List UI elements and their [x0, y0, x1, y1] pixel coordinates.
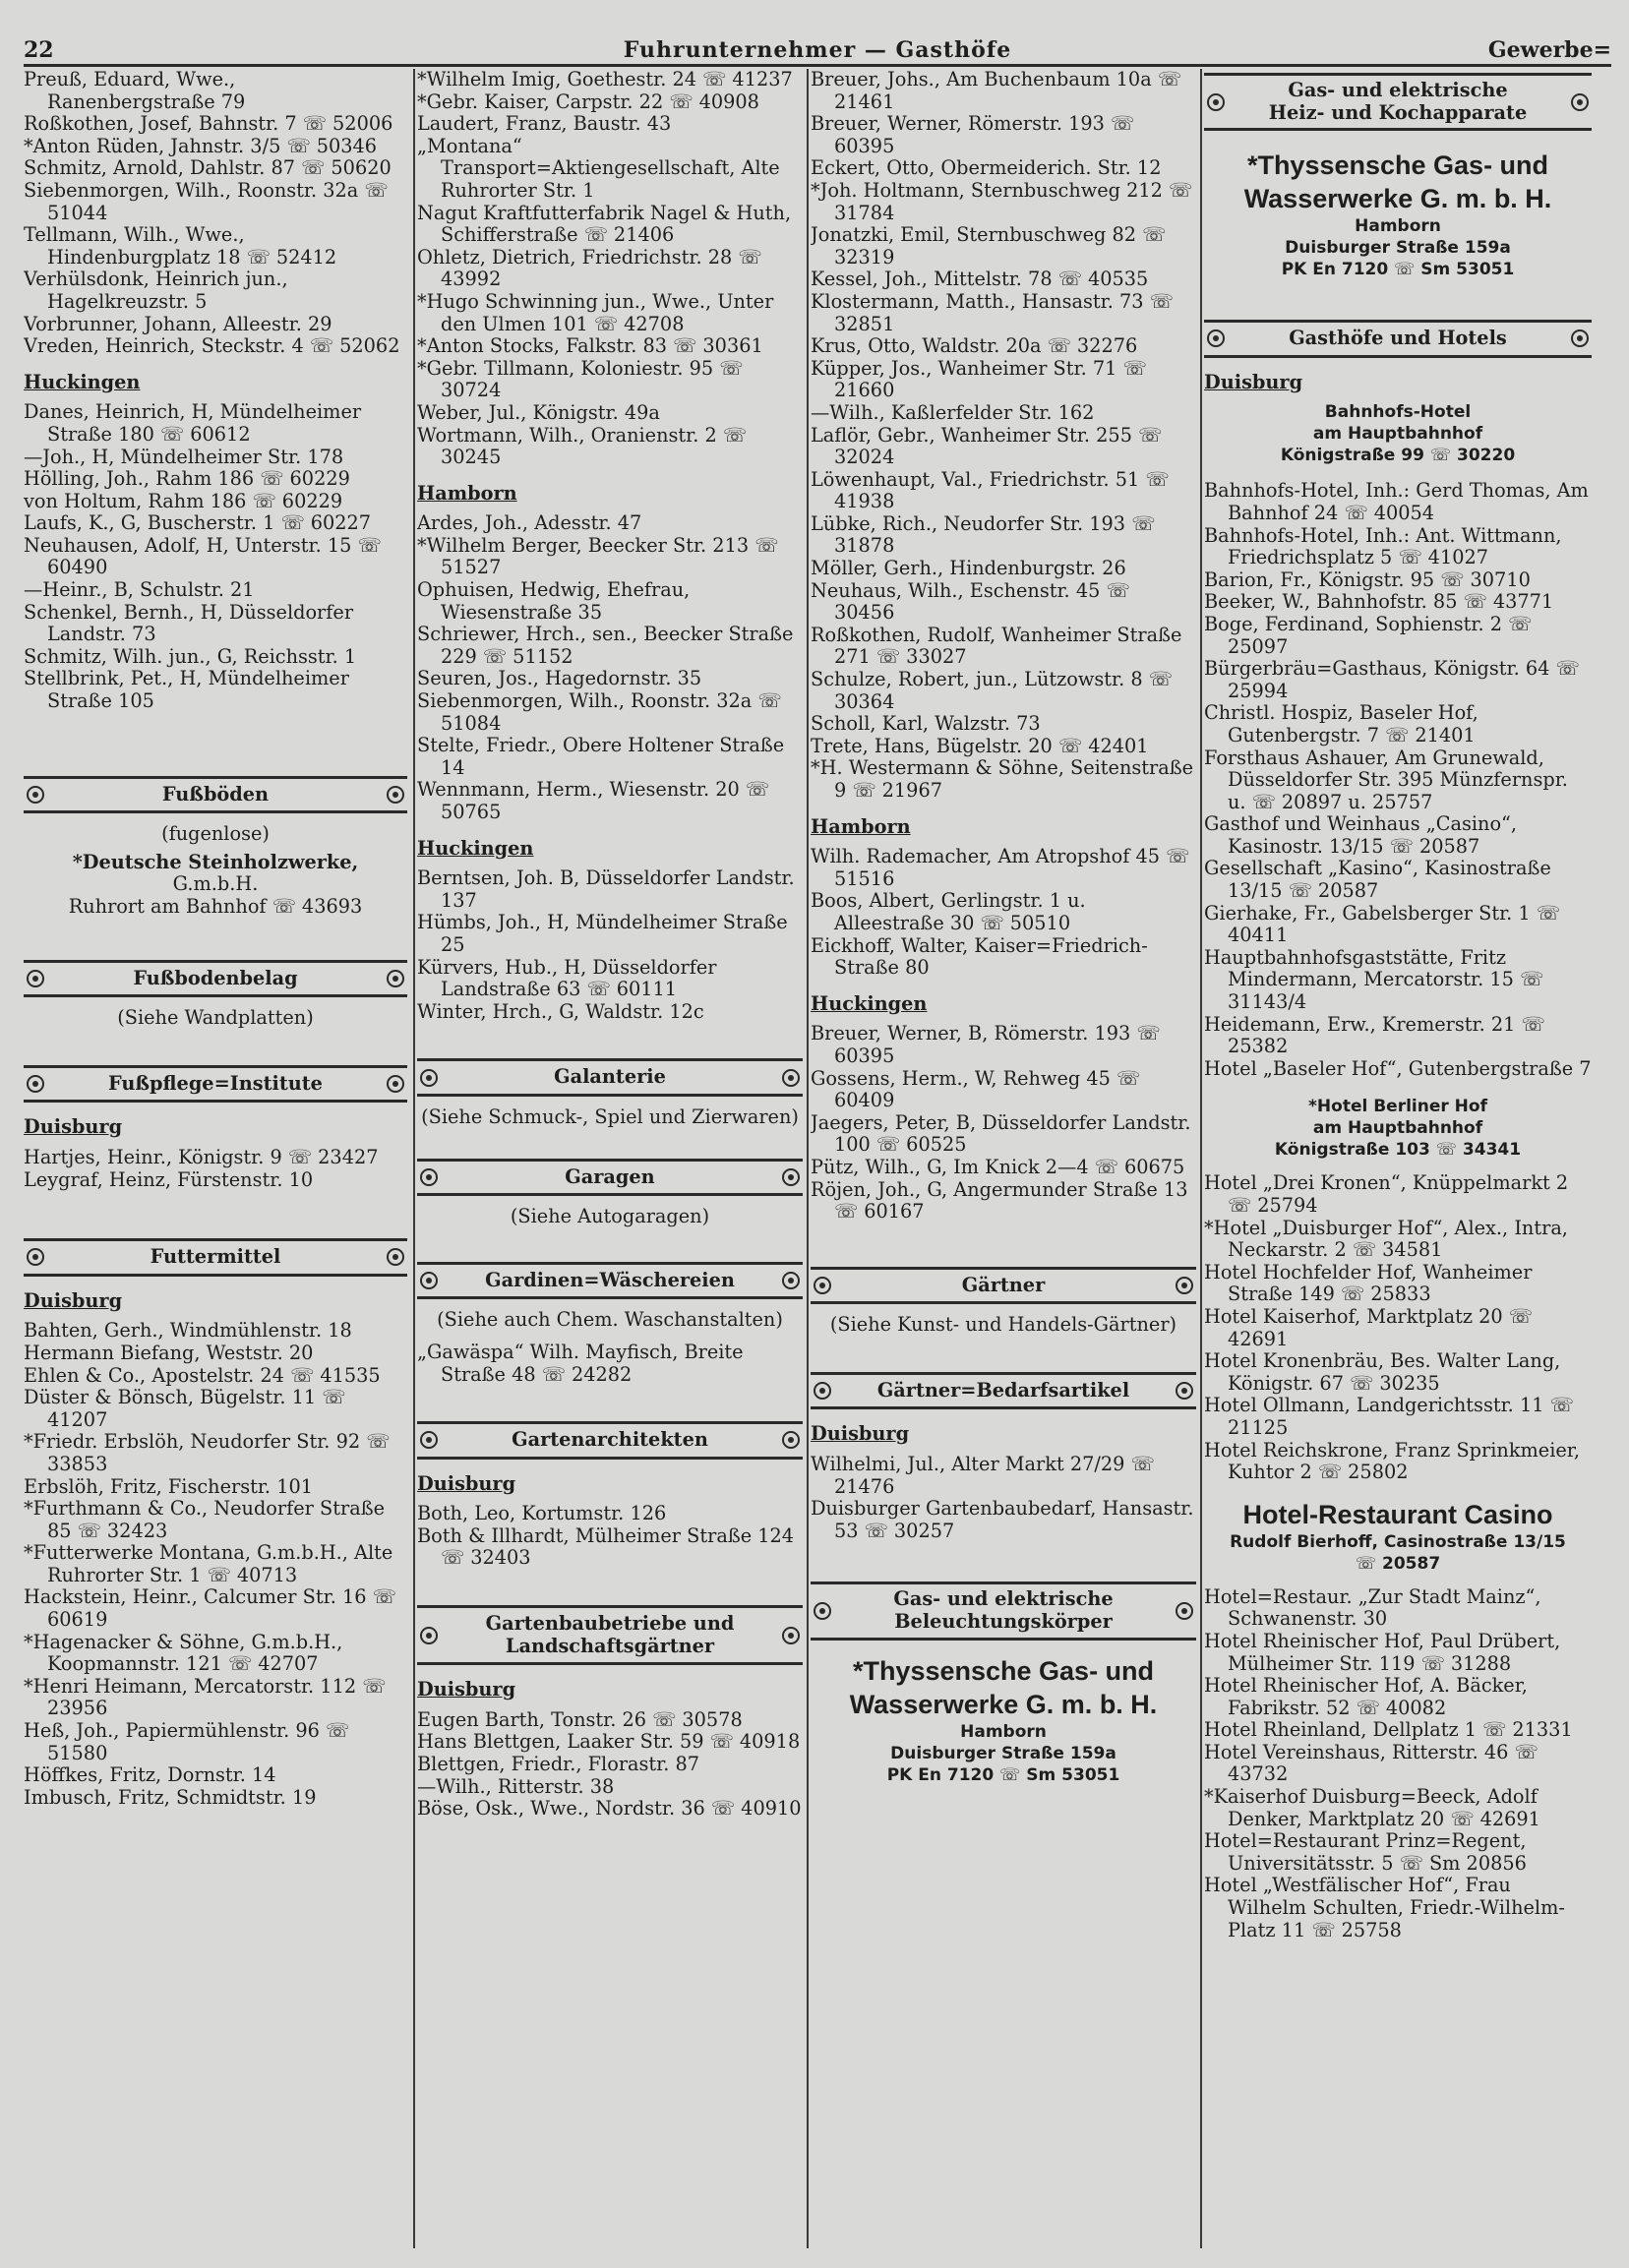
- list-entry: Schriewer, Hrch., sen., Beecker Straße 229 ☏ 51152: [417, 623, 794, 668]
- section-title: Gardinen=Wäschereien: [485, 1268, 735, 1291]
- ad-location: am Hauptbahnhof: [1312, 424, 1483, 445]
- list-entry: Hackstein, Heinr., Calcumer Str. 16 ☏ 60619: [24, 1585, 396, 1632]
- list-entry: Gesellschaft „Kasino“, Kasinostraße 13/15 ☏ 20587: [1204, 857, 1551, 903]
- list-entry: Laudert, Franz, Baustr. 43: [417, 112, 672, 136]
- running-title: Fuhrunternehmer — Gasthöfe: [623, 37, 1012, 63]
- list-entry: Neuhaus, Wilh., Eschenstr. 45 ☏ 30456: [811, 578, 1130, 625]
- list-entry: *Wilhelm Berger, Beecker Str. 213 ☏ 51527: [417, 533, 779, 579]
- list-entry: Hotel „Westfälischer Hof“, Frau Wilhelm Schulten, Friedr.-Wilhelm-Platz 11 ☏ 25758: [1204, 1874, 1565, 1941]
- list-entry: Hartjes, Heinr., Königstr. 9 ☏ 23427: [24, 1145, 379, 1168]
- city-heading: Duisburg: [417, 1471, 516, 1495]
- list-entry: Vorbrunner, Johann, Alleestr. 29: [24, 312, 332, 335]
- entry-list: [24, 1147, 407, 1191]
- ad-headline: *Thyssensche Gas- und: [852, 1655, 1155, 1686]
- list-entry: *Anton Stocks, Falkstr. 83 ☏ 30361: [417, 334, 763, 358]
- section-note: (Siehe Wandplatten): [117, 1006, 314, 1030]
- list-entry: —Wilh., Kaßlerfelder Str. 162: [811, 400, 1095, 424]
- section-title: Galanterie: [554, 1065, 666, 1089]
- list-entry: *Kaiserhof Duisburg=Beeck, Adolf Denker, Marktplatz 20 ☏ 42691: [1204, 1785, 1540, 1830]
- list-entry: Böse, Osk., Wwe., Nordstr. 36 ☏ 40910: [417, 1797, 802, 1820]
- bullet-icon: [1176, 1382, 1193, 1400]
- list-entry: *Gebr. Tillmann, Koloniestr. 95 ☏ 30724: [417, 356, 744, 402]
- list-entry: Hotel „Drei Kronen“, Knüppelmarkt 2 ☏ 25794: [1204, 1171, 1569, 1217]
- bullet-icon: [27, 1248, 44, 1266]
- bullet-icon: [782, 1272, 800, 1289]
- list-entry: Gasthof und Weinhaus „Casino“, Kasinostr. 13/15 ☏ 20587: [1204, 812, 1518, 858]
- bullet-icon: [782, 1168, 800, 1186]
- ad-name: Bahnhofs-Hotel: [1324, 402, 1472, 423]
- section-title: Futtermittel: [150, 1245, 281, 1269]
- ad-owner: Rudolf Bierhoff, Casinostraße 13/15: [1230, 1531, 1566, 1552]
- list-entry: Scholl, Karl, Walzstr. 73: [811, 712, 1041, 736]
- list-entry: *Furthmann & Co., Neudorfer Straße 85 ☏ 32423: [24, 1497, 385, 1542]
- list-entry: Heß, Joh., Papiermühlenstr. 96 ☏ 51580: [24, 1719, 350, 1764]
- column-4: [1204, 69, 1592, 2252]
- list-entry: Schmitz, Wilh. jun., G, Reichsstr. 1: [24, 644, 357, 668]
- section-title: Garagen: [565, 1164, 655, 1188]
- section-note: (Siehe Kunst- und Handels-Gärtner): [829, 1313, 1177, 1337]
- list-entry: Löwenhaupt, Val., Friedrichstr. 51 ☏ 41938: [811, 467, 1170, 513]
- list-entry: „Montana“ Transport=Aktiengesellschaft, Alte Ruhrorter Str. 1: [417, 134, 780, 202]
- section-title: Gas- und elektrische: [893, 1587, 1114, 1611]
- ad-headline-2: Wasserwerke G. m. b. H.: [849, 1689, 1158, 1719]
- list-entry: Hotel Vereinshaus, Ritterstr. 46 ☏ 43732: [1204, 1740, 1538, 1786]
- list-entry: —Wilh., Ritterstr. 38: [417, 1774, 615, 1798]
- entry-list: [811, 1454, 1196, 1542]
- list-entry: Kürvers, Hub., H, Düsseldorfer Landstraße 63 ☏ 60111: [417, 955, 717, 1001]
- list-entry: Both, Leo, Kortumstr. 126: [417, 1502, 667, 1525]
- column-1: [24, 69, 407, 2252]
- section-title: Gärtner=Bedarfsartikel: [876, 1378, 1130, 1402]
- list-entry: Laflör, Gebr., Wanheimer Str. 255 ☏ 32024: [811, 423, 1163, 469]
- column-rule: [1200, 69, 1202, 2248]
- list-entry: Winter, Hrch., G, Waldstr. 12c: [417, 999, 704, 1023]
- ad-street: Duisburger Straße 159a: [1285, 238, 1511, 259]
- city-heading: Hamborn: [811, 814, 911, 838]
- thyssen-advertisement: [811, 1654, 1196, 1786]
- bullet-icon: [420, 1272, 438, 1289]
- list-entry: Kessel, Joh., Mittelstr. 78 ☏ 40535: [811, 268, 1149, 291]
- section-title-line2: Beleuchtungskörper: [894, 1610, 1113, 1634]
- list-entry: *Joh. Holtmann, Sternbuschweg 212 ☏ 31784: [811, 178, 1193, 224]
- list-entry: von Holtum, Rahm 186 ☏ 60229: [24, 489, 343, 512]
- list-entry: Bahnhofs-Hotel, Inh.: Ant. Wittmann, Friedrichsplatz 5 ☏ 41027: [1204, 523, 1562, 569]
- list-entry: *Gebr. Kaiser, Carpstr. 22 ☏ 40908: [417, 90, 759, 113]
- list-entry: —Heinr., B, Schulstr. 21: [24, 578, 255, 602]
- list-entry: *Hotel „Duisburger Hof“, Alex., Intra, Neckarstr. 2 ☏ 34581: [1204, 1216, 1568, 1262]
- ad-name: *Hotel Berliner Hof: [1308, 1097, 1487, 1117]
- list-entry: Preuß, Eduard, Wwe., Ranenbergstraße 79: [24, 69, 246, 113]
- list-entry: *Wilhelm Imig, Goethestr. 24 ☏ 41237: [417, 69, 793, 90]
- list-entry: Duisburger Gartenbaubedarf, Hansastr. 53 ☏ 30257: [811, 1497, 1194, 1542]
- list-entry: Roßkothen, Rudolf, Wanheimer Straße 271 ☏ 33027: [811, 623, 1182, 669]
- list-entry: Christl. Hospiz, Baseler Hof, Gutenbergstr. 7 ☏ 21401: [1204, 701, 1478, 746]
- list-entry: Verhülsdonk, Heinrich jun., Hagelkreuzstr. 5: [24, 268, 288, 313]
- list-entry: Barion, Fr., Königstr. 95 ☏ 30710: [1204, 567, 1531, 591]
- list-entry: Forsthaus Ashauer, Am Grunewald, Düsseldorfer Str. 395 Münzfernspr. u. ☏ 20897 u. 25757: [1204, 746, 1568, 813]
- list-entry: Wortmann, Wilh., Oranienstr. 2 ☏ 30245: [417, 423, 748, 469]
- ad-phone: PK En 7120 ☏ Sm 53051: [1281, 260, 1515, 280]
- list-entry: *Hugo Schwinning jun., Wwe., Unter den Ulmen 101 ☏ 42708: [417, 289, 774, 335]
- section-header: [24, 960, 407, 998]
- section-note: (Siehe Schmuck-, Spiel und Zierwaren): [421, 1104, 799, 1128]
- list-entry: Hotel=Restaurant Prinz=Regent, Universitätsstr. 5 ☏ Sm 20856: [1204, 1829, 1527, 1875]
- bullet-icon: [1176, 1277, 1193, 1294]
- bullet-icon: [420, 1431, 438, 1449]
- list-entry: Röjen, Joh., G, Angermunder Straße 13 ☏ 60167: [811, 1177, 1188, 1224]
- section-title-line2: Heiz- und Kochapparate: [1268, 100, 1528, 124]
- bullet-icon: [420, 1069, 438, 1087]
- ad-headline: Hotel-Restaurant Casino: [1242, 1499, 1553, 1529]
- list-entry: Neuhausen, Adolf, H, Unterstr. 15 ☏ 60490: [24, 533, 382, 579]
- column-rule: [413, 69, 415, 2248]
- list-entry: Hotel Kaiserhof, Marktplatz 20 ☏ 42691: [1204, 1304, 1533, 1350]
- bullet-icon: [387, 1248, 404, 1266]
- list-entry: Siebenmorgen, Wilh., Roonstr. 32a ☏ 51084: [417, 689, 782, 735]
- list-entry: —Joh., H, Mündelheimer Str. 178: [24, 445, 344, 468]
- section-header: [811, 1372, 1196, 1410]
- casino-advertisement: [1204, 1498, 1592, 1575]
- bullet-icon: [814, 1602, 831, 1620]
- list-entry: Laufs, K., G, Buscherstr. 1 ☏ 60227: [24, 511, 372, 535]
- thyssen-advertisement: [1204, 149, 1592, 280]
- list-entry: Weber, Jul., Königstr. 49a: [417, 400, 660, 424]
- list-entry: Stellbrink, Pet., H, Mündelheimer Straße 105: [24, 667, 349, 713]
- list-entry: Gierhake, Fr., Gabelsberger Str. 1 ☏ 40411: [1204, 901, 1560, 947]
- advertiser-name-suffix: G.m.b.H.: [172, 872, 259, 896]
- list-entry: Beeker, W., Bahnhofstr. 85 ☏ 43771: [1204, 590, 1554, 614]
- bullet-icon: [1571, 93, 1589, 111]
- ad-phone: Königstraße 103 ☏ 34341: [1274, 1140, 1522, 1161]
- entry-list: [1204, 1172, 1592, 1483]
- list-entry: Hotel Rheinischer Hof, Paul Drübert, Mülheimer Str. 119 ☏ 31288: [1204, 1629, 1561, 1675]
- entry-list: [417, 69, 803, 469]
- list-entry: Jaegers, Peter, B, Düsseldorfer Landstr. 100 ☏ 60525: [811, 1110, 1191, 1157]
- list-entry: Hotel Rheinischer Hof, A. Bäcker, Fabrikstr. 52 ☏ 40082: [1204, 1674, 1528, 1719]
- page-number: 22: [24, 37, 54, 63]
- list-entry: Hotel=Restaur. „Zur Stadt Mainz“, Schwanenstr. 30: [1204, 1584, 1541, 1631]
- list-entry: Schmitz, Arnold, Dahlstr. 87 ☏ 50620: [24, 156, 392, 180]
- city-heading: Huckingen: [24, 370, 141, 393]
- list-entry: Hotel Rheinland, Dellplatz 1 ☏ 21331: [1204, 1718, 1573, 1742]
- ad-street: Duisburger Straße 159a: [890, 1743, 1116, 1763]
- entry-list: [1204, 1586, 1592, 1942]
- city-heading: Huckingen: [417, 836, 534, 860]
- list-entry: Eckert, Otto, Obermeiderich. Str. 12: [811, 156, 1162, 180]
- list-entry: Wilhelmi, Jul., Alter Markt 27/29 ☏ 21476: [811, 1453, 1155, 1498]
- list-entry: Hotel Reichskrone, Franz Sprinkmeier, Kuhtor 2 ☏ 25802: [1204, 1438, 1581, 1484]
- ad-city: Hamborn: [960, 1721, 1047, 1742]
- list-entry: „Gawäspa“ Wilh. Mayfisch, Breite Straße 48 ☏ 24282: [417, 1340, 744, 1386]
- list-entry: Both & Illhardt, Mülheimer Straße 124 ☏ 32403: [417, 1523, 795, 1570]
- list-entry: Stelte, Friedr., Obere Holtener Straße 14: [417, 734, 785, 779]
- list-entry: Hotel Kronenbräu, Bes. Walter Lang, Königstr. 67 ☏ 30235: [1204, 1349, 1561, 1395]
- section-title: Gartenarchitekten: [512, 1428, 708, 1452]
- ad-headline-2: Wasserwerke G. m. b. H.: [1243, 184, 1552, 214]
- running-title-right: Gewerbe=: [1487, 37, 1611, 63]
- column-rule: [807, 69, 809, 2248]
- list-entry: Bahnhofs-Hotel, Inh.: Gerd Thomas, Am Bahnhof 24 ☏ 40054: [1204, 479, 1589, 524]
- bullet-icon: [27, 970, 44, 987]
- advertiser-address: Ruhrort am Bahnhof ☏ 43693: [68, 895, 363, 918]
- ad-phone: PK En 7120 ☏ Sm 53051: [886, 1764, 1120, 1785]
- list-entry: Klostermann, Matth., Hansastr. 73 ☏ 32851: [811, 289, 1174, 335]
- list-entry: Tellmann, Wilh., Wwe., Hindenburgplatz 18 ☏ 52412: [24, 223, 337, 269]
- list-entry: Siebenmorgen, Wilh., Roonstr. 32a ☏ 51044: [24, 178, 389, 224]
- section-header: [24, 1065, 407, 1104]
- list-entry: Bahten, Gerh., Windmühlenstr. 18: [24, 1319, 352, 1343]
- bullet-icon: [387, 1075, 404, 1093]
- bullet-icon: [27, 786, 44, 804]
- ad-phone: ☏ 20587: [1355, 1553, 1441, 1574]
- list-entry: Berntsen, Joh. B, Düsseldorfer Landstr. 137: [417, 866, 795, 912]
- column-3: [811, 69, 1196, 2252]
- list-entry: Düster & Bönsch, Bügelstr. 11 ☏ 41207: [24, 1386, 346, 1431]
- list-entry: *Futterwerke Montana, G.m.b.H., Alte Ruhrorter Str. 1 ☏ 40713: [24, 1541, 393, 1586]
- list-entry: Pütz, Wilh., G, Im Knick 2—4 ☏ 60675: [811, 1155, 1185, 1178]
- ad-headline: *Thyssensche Gas- und: [1246, 150, 1549, 181]
- list-entry: Hauptbahnhofsgaststätte, Fritz Mindermann, Mercatorstr. 15 ☏ 31143/4: [1204, 945, 1544, 1014]
- section-title: Gartenbaubetriebe und Landschaftsgärtner: [485, 1612, 735, 1657]
- bullet-icon: [814, 1382, 831, 1400]
- list-entry: Höffkes, Fritz, Dornstr. 14: [24, 1763, 276, 1787]
- entry-list: [811, 1023, 1196, 1223]
- section-header: [1204, 73, 1592, 131]
- list-entry: Breuer, Johs., Am Buchenbaum 10a ☏ 21461: [811, 69, 1181, 113]
- advertiser-name: *Deutsche Steinholzwerke,: [72, 850, 359, 873]
- section-header: [417, 1605, 803, 1665]
- list-entry: *Friedr. Erbslöh, Neudorfer Str. 92 ☏ 33853: [24, 1430, 391, 1475]
- list-entry: Hölling, Joh., Rahm 186 ☏ 60229: [24, 467, 350, 491]
- list-entry: Leygraf, Heinz, Fürstenstr. 10: [24, 1167, 314, 1191]
- section-title: Gas- und elektrische: [1288, 79, 1508, 101]
- city-heading: Hamborn: [417, 481, 517, 505]
- list-entry: Erbslöh, Fritz, Fischerstr. 101: [24, 1474, 313, 1498]
- section-title: Gasthöfe und Hotels: [1289, 327, 1507, 350]
- list-entry: Blettgen, Friedr., Florastr. 87: [417, 1753, 700, 1776]
- section-header: [811, 1582, 1196, 1640]
- bullet-icon: [782, 1431, 800, 1449]
- column-2: [417, 69, 803, 2252]
- section-note: (fugenlose): [161, 822, 270, 846]
- section-header: [417, 1421, 803, 1460]
- entry-list: [811, 69, 1196, 803]
- bullet-icon: [782, 1069, 800, 1087]
- section-title: Fußböden: [161, 782, 270, 806]
- section-title: Gärtner: [961, 1273, 1046, 1296]
- running-header: [24, 30, 1611, 67]
- berliner-hof-advertisement: [1204, 1096, 1592, 1161]
- list-entry: Wilh. Rademacher, Am Atropshof 45 ☏ 51516: [811, 845, 1190, 890]
- list-entry: Hotel Ollmann, Landgerichtsstr. 11 ☏ 21125: [1204, 1394, 1574, 1439]
- section-header: [1204, 320, 1592, 358]
- section-header: [811, 1267, 1196, 1305]
- section-header: [24, 776, 407, 814]
- list-entry: Imbusch, Fritz, Schmidtstr. 19: [24, 1785, 317, 1809]
- bullet-icon: [387, 786, 404, 804]
- list-entry: Ardes, Joh., Adesstr. 47: [417, 511, 642, 535]
- city-heading: Duisburg: [24, 1288, 123, 1312]
- city-heading: Huckingen: [811, 991, 928, 1015]
- list-entry: Seuren, Jos., Hagedornstr. 35: [417, 667, 702, 690]
- bullet-icon: [1207, 329, 1225, 347]
- list-entry: Gossens, Herm., W, Rehweg 45 ☏ 60409: [811, 1066, 1141, 1112]
- list-entry: Krus, Otto, Waldstr. 20a ☏ 32276: [811, 334, 1138, 358]
- city-heading: Duisburg: [811, 1422, 910, 1446]
- bullet-icon: [27, 1075, 44, 1093]
- list-entry: Hotel „Baseler Hof“, Gutenbergstraße 7: [1204, 1056, 1592, 1080]
- entry-list: [24, 401, 407, 712]
- list-entry: Küpper, Jos., Wanheimer Str. 71 ☏ 21660: [811, 356, 1147, 402]
- list-entry: Nagut Kraftfutterfabrik Nagel & Huth, Schifferstraße ☏ 21406: [417, 201, 792, 247]
- list-entry: Trete, Hans, Bügelstr. 20 ☏ 42401: [811, 734, 1149, 757]
- list-entry: Wennmann, Herm., Wiesenstr. 20 ☏ 50765: [417, 778, 770, 823]
- section-note: (Siehe Autogaragen): [510, 1205, 710, 1228]
- section-title: Fußpflege=Institute: [108, 1071, 323, 1095]
- list-entry: *Hagenacker & Söhne, G.m.b.H., Koopmannstr. 121 ☏ 42707: [24, 1630, 343, 1676]
- list-entry: Heidemann, Erw., Kremerstr. 21 ☏ 25382: [1204, 1012, 1545, 1058]
- list-entry: Eickhoff, Walter, Kaiser=Friedrich-Straße 80: [811, 933, 1148, 980]
- bullet-icon: [420, 1627, 438, 1644]
- list-entry: Breuer, Werner, Römerstr. 193 ☏ 60395: [811, 112, 1135, 157]
- section-title: Fußbodenbelag: [133, 966, 298, 989]
- ad-phone: Königstraße 99 ☏ 30220: [1280, 446, 1516, 466]
- entry-list: [24, 1320, 407, 1809]
- bullet-icon: [782, 1627, 800, 1644]
- list-entry: Hotel Hochfelder Hof, Wanheimer Straße 149 ☏ 25833: [1204, 1260, 1533, 1306]
- entry-list: [24, 69, 407, 358]
- list-entry: Eugen Barth, Tonstr. 26 ☏ 30578: [417, 1707, 743, 1731]
- section-header: [417, 1159, 803, 1197]
- city-heading: Duisburg: [417, 1678, 516, 1701]
- list-entry: Lübke, Rich., Neudorfer Str. 193 ☏ 31878: [811, 511, 1156, 558]
- entry-list: [417, 867, 803, 1023]
- bahnhofs-hotel-advertisement: [1204, 401, 1592, 466]
- bullet-icon: [1571, 329, 1589, 347]
- list-entry: *Henri Heimann, Mercatorstr. 112 ☏ 23956: [24, 1674, 387, 1720]
- city-heading: Duisburg: [1204, 370, 1303, 393]
- list-entry: Hümbs, Joh., H, Mündelheimer Straße 25: [417, 911, 788, 956]
- list-entry: Boos, Albert, Gerlingstr. 1 u. Alleestraße 30 ☏ 50510: [811, 889, 1086, 934]
- list-entry: Boge, Ferdinand, Sophienstr. 2 ☏ 25097: [1204, 612, 1533, 658]
- list-entry: Hans Blettgen, Laaker Str. 59 ☏ 40918: [417, 1730, 801, 1754]
- list-entry: Ohletz, Dietrich, Friedrichstr. 28 ☏ 43992: [417, 245, 762, 291]
- list-entry: Schulze, Robert, jun., Lützowstr. 8 ☏ 30364: [811, 668, 1173, 713]
- list-entry: *H. Westermann & Söhne, Seitenstraße 9 ☏ 21967: [811, 756, 1194, 802]
- bullet-icon: [1176, 1602, 1193, 1620]
- list-entry: *Anton Rüden, Jahnstr. 3/5 ☏ 50346: [24, 134, 378, 157]
- list-entry: Ehlen & Co., Apostelstr. 24 ☏ 41535: [24, 1363, 381, 1387]
- entry-list: [417, 1503, 803, 1570]
- list-entry: Schenkel, Bernh., H, Düsseldorfer Landstr. 73: [24, 600, 354, 646]
- entry-list: [811, 846, 1196, 980]
- entry-list: [1204, 480, 1592, 1080]
- list-entry: Breuer, Werner, B, Römerstr. 193 ☏ 60395: [811, 1022, 1161, 1067]
- list-entry: Möller, Gerh., Hindenburgstr. 26: [811, 557, 1126, 580]
- list-entry: Bürgerbräu=Gasthaus, Königstr. 64 ☏ 25994: [1204, 657, 1580, 702]
- section-note: (Siehe auch Chem. Waschanstalten): [437, 1308, 783, 1332]
- city-heading: Duisburg: [24, 1115, 123, 1139]
- section-header: [417, 1058, 803, 1097]
- list-entry: Danes, Heinrich, H, Mündelheimer Straße 180 ☏ 60612: [24, 400, 362, 446]
- entry-list: [417, 1709, 803, 1820]
- list-entry: Jonatzki, Emil, Sternbuschweg 82 ☏ 32319: [811, 223, 1167, 269]
- entry-list: [417, 512, 803, 823]
- ad-location: am Hauptbahnhof: [1312, 1118, 1483, 1139]
- bullet-icon: [420, 1168, 438, 1186]
- bullet-icon: [387, 970, 404, 987]
- bullet-icon: [1207, 93, 1225, 111]
- bullet-icon: [814, 1277, 831, 1294]
- list-entry: Vreden, Heinrich, Steckstr. 4 ☏ 52062: [24, 334, 400, 358]
- ad-city: Hamborn: [1355, 216, 1441, 237]
- list-entry: Ophuisen, Hedwig, Ehefrau, Wiesenstraße 35: [417, 578, 691, 624]
- section-header: [417, 1262, 803, 1300]
- section-header: [24, 1238, 407, 1277]
- list-entry: Hermann Biefang, Weststr. 20: [24, 1341, 314, 1364]
- list-entry: Roßkothen, Josef, Bahnstr. 7 ☏ 52006: [24, 112, 393, 136]
